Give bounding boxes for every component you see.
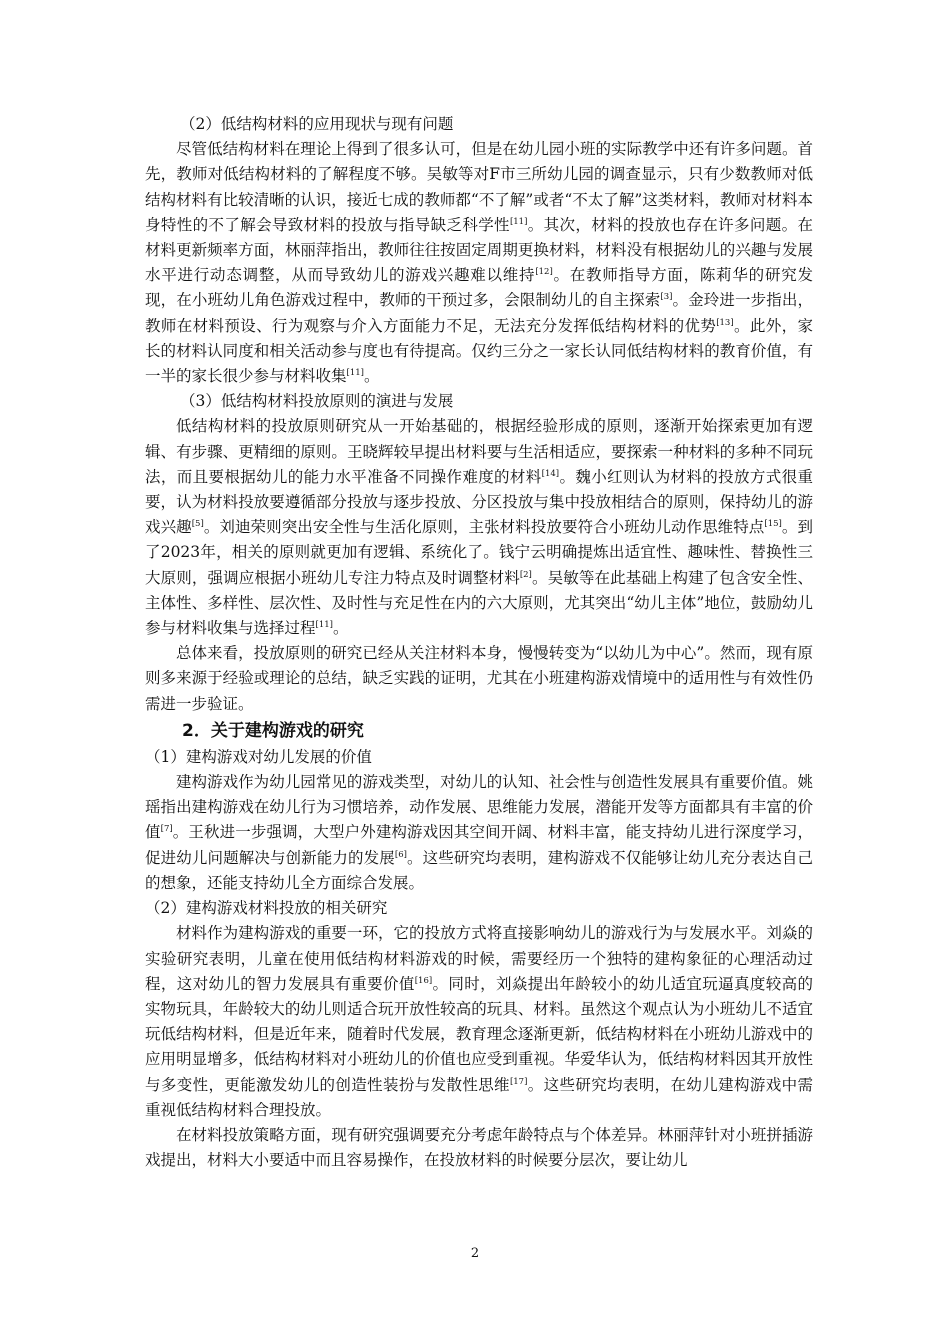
citation-ref: [2]: [519, 569, 532, 580]
paragraph-text: 在材料投放策略方面，现有研究强调要充分考虑年龄特点与个体差异。林丽萍针对小班拼插游戏提出，材料大小要适中而且容易操作，在投放材料的时候要分层次，要让幼儿: [145, 1125, 813, 1170]
citation-ref: [15]: [764, 519, 782, 530]
paragraph-text: 。金玲进一步指出，教师在材料预设、行为观察与介入方面能力不足，无法充分发挥低结构材料的优势: [145, 291, 813, 335]
subsection-heading: （2）低结构材料的应用现状与现有问题: [180, 115, 454, 133]
paragraph-text: 。此外，家长的材料认同度和相关活动参与度也有待提高。仅约三分之一家长认同低结构材料的教育价值，有一半的家长很少参与材料收集: [145, 316, 813, 386]
paragraph-text: 建构游戏作为幼儿园常见的游戏类型，对幼儿的认知、社会性与创造性发展具有重要价值。姚瑶指出建构游戏在幼儿行为习惯培养，动作发展、思维能力发展，潜能开发等方面都具有丰富的价值: [145, 773, 813, 842]
subsection-heading: （2）建构游戏材料投放的相关研究: [145, 899, 388, 918]
paragraph-text: 。这些研究均表明，建构游戏不仅能够让幼儿充分表达自己的想象，还能支持幼儿全方面综合发展。: [145, 848, 813, 892]
paragraph-text: 。王秋进一步强调，大型户外建构游戏因其空间开阔、材料丰富，能支持幼儿进行深度学习，促进幼儿问题解决与创新能力的发展: [145, 823, 813, 867]
paragraph-text: 。这些研究均表明，在幼儿建构游戏中需重视低结构材料合理投放。: [145, 1075, 813, 1119]
paragraph: [145, 770, 813, 896]
citation-ref: [5]: [191, 519, 204, 530]
citation-ref: [6]: [394, 849, 407, 860]
paragraph-text: 。: [363, 367, 380, 386]
citation-ref: [17]: [509, 1076, 528, 1087]
paragraph-text: 。吴敏等在此基础上构建了包含安全性、主体性、多样性、层次性、及时性与充足性在内的六大原则，尤其突出“幼儿主体”地位，鼓励幼儿参与材料收集与选择过程: [145, 568, 813, 638]
paragraph-text: 。魏小红则认为材料的投放方式很重要，认为材料投放要遵循部分投放与逐步投放、分区投放与集中投放相结合的原则，保持幼儿的游戏兴趣: [145, 467, 813, 537]
citation-ref: [7]: [160, 824, 173, 835]
paragraph: [145, 414, 813, 641]
paragraph-text: 。刘迪荣则突出安全性与生活化原则，主张材料投放要符合小班幼儿动作思维特点: [203, 518, 765, 537]
paragraph-text: 低结构材料的投放原则研究从一开始基础的，根据经验形成的原则，逐渐开始探索更加有逻辑、有步骤、更精细的原则。王晓辉较早提出材料要与生活相适应，要探索一种材料的多种不同玩法，而且要根据幼儿的能力水平准备不同操作难度的材料: [145, 417, 813, 486]
paragraph-text: 尽管低结构材料在理论上得到了很多认可，但是在幼儿园小班的实际教学中还有许多问题。首先，教师对低结构材料的了解程度不够。吴敏等对F市三所幼儿园的调查显示，只有少数教师对低结构材料有比较清晰的认识，接近七成的教师都“不了解”或者“不太了解”这类材料，教师对材料本身特性的不了解会导致材料的投放与指导缺乏科学性: [145, 140, 813, 234]
paragraph-text: 。同时，刘焱提出年龄较小的幼儿适宜玩逼真度较高的实物玩具，年龄较大的幼儿则适合玩开放性较高的玩具、材料。虽然这个观点认为小班幼儿不适宜玩低结构材料，但是近年来，随着时代发展，教育理念逐渐更新，低结构材料在小班幼儿游戏中的应用明显增多，低结构材料对小班幼儿的价值也应受到重视。华爱华认为，低结构材料因其开放性与多变性，更能激发幼儿的创造性装扮与发散性思维: [145, 974, 813, 1094]
paragraph-text: 。在教师指导方面，陈莉华的研究发现，在小班幼儿角色游戏过程中，教师的干预过多，会限制幼儿的自主探索: [145, 266, 813, 310]
paragraph-text: 总体来看，投放原则的研究已经从关注材料本身，慢慢转变为“以幼儿为中心”。然而，现有原则多来源于经验或理论的总结，缺乏实践的证明，尤其在小班建构游戏情境中的适用性与有效性仍需进一步验证。: [145, 644, 813, 713]
paragraph: [145, 921, 813, 1123]
page-number: 2: [470, 1246, 480, 1261]
citation-ref: [13]: [716, 317, 734, 328]
citation-ref: [16]: [414, 975, 433, 986]
citation-ref: [11]: [315, 620, 333, 631]
subsection-heading: （1）建构游戏对幼儿发展的价值: [145, 747, 372, 766]
subsection-heading: （3）低结构材料投放原则的演进与发展: [180, 392, 454, 411]
document-body: [145, 112, 813, 1173]
paragraph: [145, 1123, 813, 1173]
paragraph-text: 。到了2023年，相关的原则就更加有逻辑、系统化了。钱宁云明确提炼出适宜性、趣味性、替换性三大原则，强调应根据小班幼儿专注力特点及时调整材料: [145, 518, 813, 587]
citation-ref: [3]: [660, 292, 673, 303]
paragraph-text: 。其次，材料的投放也存在许多问题。在材料更新频率方面，林丽萍指出，教师往往按固定周期更换材料，材料没有根据幼儿的兴趣与发展水平进行动态调整，从而导致幼儿的游戏兴趣难以维持: [145, 215, 813, 285]
citation-ref: [14]: [541, 468, 560, 479]
section-heading: 2．关于建构游戏的研究: [182, 720, 364, 741]
paragraph: [145, 137, 813, 389]
citation-ref: [11]: [346, 368, 364, 379]
citation-ref: [11]: [509, 216, 528, 227]
citation-ref: [12]: [535, 267, 553, 278]
paragraph-text: 。: [332, 619, 349, 638]
paragraph-text: 材料作为建构游戏的重要一环，它的投放方式将直接影响幼儿的游戏行为与发展水平。刘焱的实验研究表明，儿童在使用低结构材料游戏的时候，需要经历一个独特的建构象征的心理活动过程，这对幼儿的智力发展具有重要价值: [145, 924, 813, 993]
paragraph: [145, 641, 813, 717]
